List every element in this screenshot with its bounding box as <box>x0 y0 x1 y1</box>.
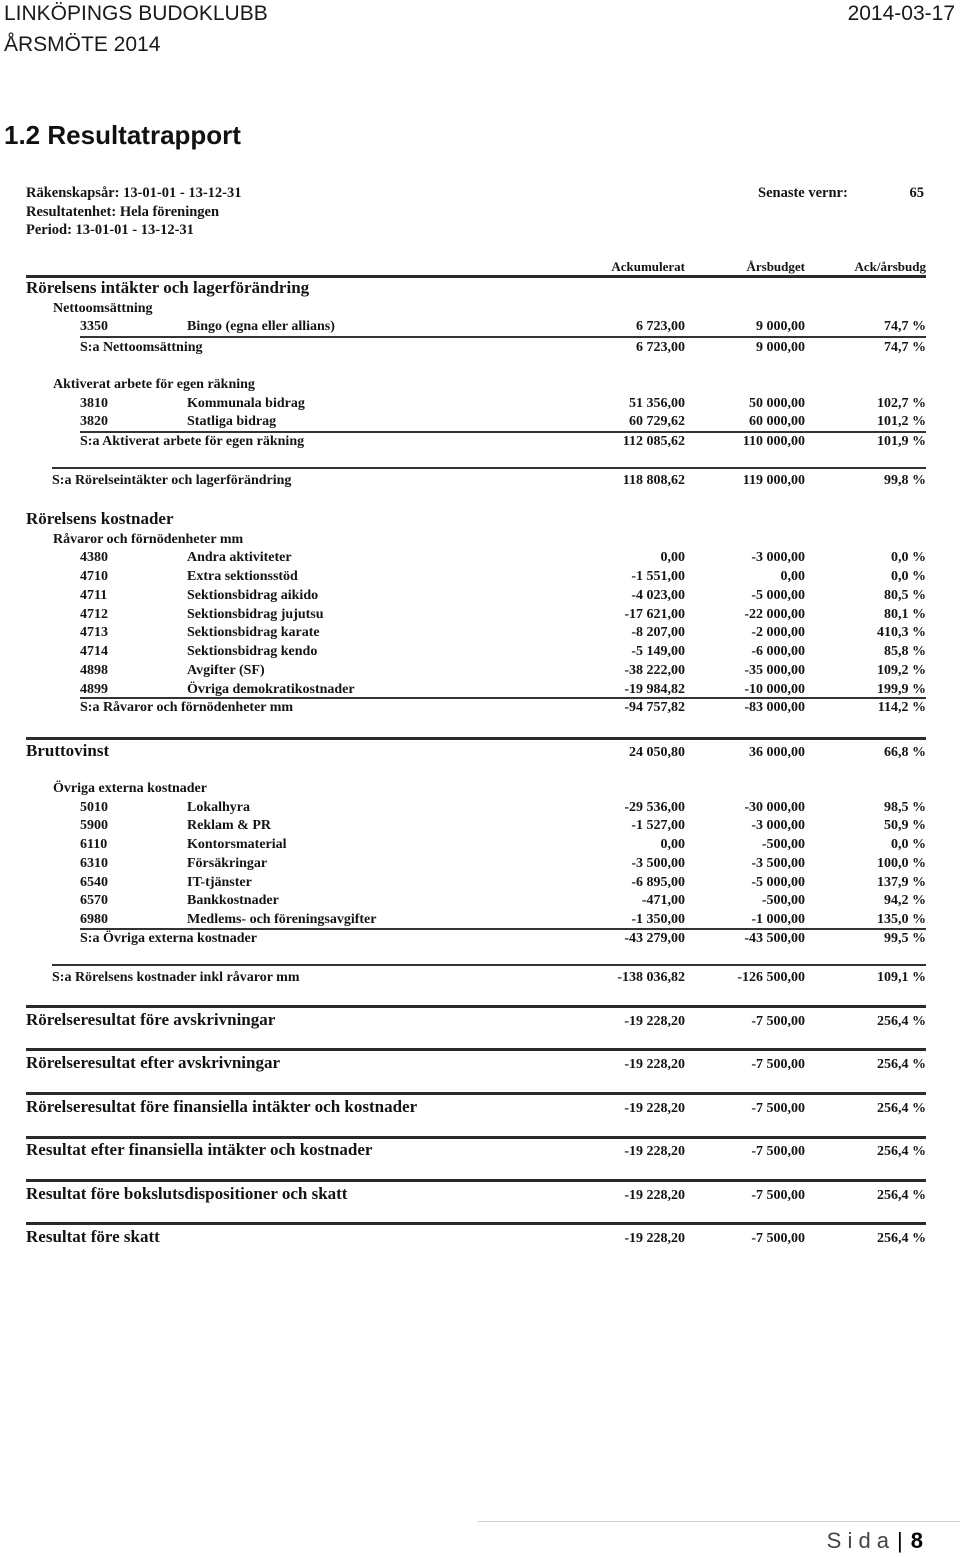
amount-pct: 0,0 % <box>891 569 926 584</box>
amount-pct: 102,7 % <box>877 396 926 411</box>
account-code: 6310 <box>80 856 108 871</box>
sum-pct: 99,5 % <box>884 931 926 946</box>
sum-budget: -83 000,00 <box>744 700 805 715</box>
account-code: 6540 <box>80 875 108 890</box>
account-code: 6110 <box>80 837 108 852</box>
amount-budget: -3 500,00 <box>751 856 805 871</box>
amount-ack: 60 729,62 <box>629 414 685 429</box>
sum-ack: -94 757,82 <box>624 700 685 715</box>
sum-label: S:a Rörelseintäkter och lagerförändring <box>52 473 292 488</box>
account-name: Reklam & PR <box>187 818 271 833</box>
account-code: 4712 <box>80 607 108 622</box>
fiscal-year: Räkenskapsår: 13-01-01 - 13-12-31 <box>26 185 242 201</box>
account-code: 4711 <box>80 588 108 603</box>
amount-ack: -3 500,00 <box>631 856 685 871</box>
amount-budget: -500,00 <box>761 837 805 852</box>
amount-budget: -500,00 <box>761 893 805 908</box>
account-code: 4380 <box>80 550 108 565</box>
result-unit: Resultatenhet: Hela föreningen <box>26 204 220 220</box>
footer-divider <box>478 1521 960 1522</box>
account-code: 4713 <box>80 625 108 640</box>
amount-ack: -1 527,00 <box>631 818 685 833</box>
sum-ack: 112 085,62 <box>622 434 685 449</box>
sum-pct: 256,4 % <box>877 1188 926 1203</box>
sum-ack: 24 050,80 <box>629 745 685 760</box>
sum-divider <box>26 1005 926 1008</box>
sum-divider <box>26 1048 926 1051</box>
amount-ack: -19 984,82 <box>624 682 685 697</box>
sum-label: Rörelseresultat före avskrivningar <box>26 1010 276 1029</box>
sum-label: S:a Rörelsens kostnader inkl råvaror mm <box>52 970 300 985</box>
last-vernr: 65 <box>909 185 924 201</box>
column-header-ack: Ackumulerat <box>611 259 685 274</box>
sum-label: Resultat före skatt <box>26 1227 160 1246</box>
amount-budget: -6 000,00 <box>751 644 805 659</box>
sum-pct: 256,4 % <box>877 1231 926 1246</box>
sum-label: Rörelseresultat efter avskrivningar <box>26 1053 281 1072</box>
account-code: 3350 <box>80 319 108 334</box>
sum-ack: -19 228,20 <box>624 1188 685 1203</box>
sum-budget: 110 000,00 <box>742 434 805 449</box>
sum-label: Resultat före bokslutsdispositioner och skatt <box>26 1184 348 1203</box>
sum-label: Resultat efter finansiella intäkter och kostnader <box>26 1140 373 1159</box>
amount-pct: 80,5 % <box>884 588 926 603</box>
sum-ack: -19 228,20 <box>624 1057 685 1072</box>
page-number: 8 <box>910 1528 923 1553</box>
sum-ack: -19 228,20 <box>624 1144 685 1159</box>
sum-pct: 256,4 % <box>877 1057 926 1072</box>
amount-pct: 109,2 % <box>877 663 926 678</box>
amount-ack: -5 149,00 <box>631 644 685 659</box>
sum-budget: -7 500,00 <box>751 1101 805 1116</box>
sum-budget: 119 000,00 <box>742 473 805 488</box>
account-name: Kontorsmaterial <box>187 837 287 852</box>
amount-budget: -3 000,00 <box>751 818 805 833</box>
sum-divider <box>52 964 926 966</box>
sum-divider <box>26 1092 926 1095</box>
amount-ack: -1 350,00 <box>631 912 685 927</box>
account-name: Extra sektionsstöd <box>187 569 298 584</box>
sum-label: Bruttovinst <box>26 741 110 760</box>
sum-budget: -7 500,00 <box>751 1231 805 1246</box>
amount-pct: 74,7 % <box>884 319 926 334</box>
group-heading: Råvaror och förnödenheter mm <box>53 532 244 547</box>
amount-budget: -3 000,00 <box>751 550 805 565</box>
amount-budget: -2 000,00 <box>751 625 805 640</box>
footer-separator: | <box>897 1528 903 1553</box>
account-code: 4899 <box>80 682 108 697</box>
amount-budget: 0,00 <box>780 569 805 584</box>
sum-divider <box>26 1222 926 1225</box>
amount-budget: -35 000,00 <box>744 663 805 678</box>
meeting-name: ÅRSMÖTE 2014 <box>4 33 161 56</box>
amount-pct: 100,0 % <box>877 856 926 871</box>
account-name: Andra aktiviteter <box>187 550 292 565</box>
amount-ack: -4 023,00 <box>631 588 685 603</box>
amount-budget: -5 000,00 <box>751 875 805 890</box>
amount-pct: 137,9 % <box>877 875 926 890</box>
account-code: 3810 <box>80 396 108 411</box>
account-name: Bingo (egna eller allians) <box>187 319 335 334</box>
account-code: 4710 <box>80 569 108 584</box>
amount-ack: 51 356,00 <box>629 396 685 411</box>
last-vernr-label: Senaste vernr: <box>758 185 848 201</box>
account-name: Bankkostnader <box>187 893 279 908</box>
amount-pct: 94,2 % <box>884 893 926 908</box>
account-name: Medlems- och föreningsavgifter <box>187 912 377 927</box>
account-name: Lokalhyra <box>187 800 251 815</box>
sum-pct: 256,4 % <box>877 1144 926 1159</box>
sum-ack: -19 228,20 <box>624 1101 685 1116</box>
amount-pct: 0,0 % <box>891 550 926 565</box>
page-footer <box>827 1528 923 1554</box>
amount-ack: -6 895,00 <box>631 875 685 890</box>
account-name: Kommunala bidrag <box>187 396 305 411</box>
sum-ack: -19 228,20 <box>624 1014 685 1029</box>
sum-pct: 109,1 % <box>877 970 926 985</box>
amount-pct: 199,9 % <box>877 682 926 697</box>
sum-divider <box>52 467 926 469</box>
sum-ack: 6 723,00 <box>636 340 685 355</box>
sum-budget: -7 500,00 <box>751 1144 805 1159</box>
amount-pct: 410,3 % <box>877 625 926 640</box>
amount-budget: -1 000,00 <box>751 912 805 927</box>
amount-ack: -8 207,00 <box>631 625 685 640</box>
sum-pct: 74,7 % <box>884 340 926 355</box>
column-header-budget: Årsbudget <box>746 259 805 274</box>
amount-pct: 80,1 % <box>884 607 926 622</box>
amount-budget: -5 000,00 <box>751 588 805 603</box>
amount-pct: 50,9 % <box>884 818 926 833</box>
sum-label: S:a Aktiverat arbete för egen räkning <box>80 434 305 449</box>
amount-ack: 0,00 <box>660 550 685 565</box>
group-heading: Aktiverat arbete för egen räkning <box>53 377 255 392</box>
sum-budget: -43 500,00 <box>744 931 805 946</box>
amount-budget: 9 000,00 <box>756 319 805 334</box>
amount-ack: 6 723,00 <box>636 319 685 334</box>
sum-budget: -126 500,00 <box>737 970 805 985</box>
account-code: 4898 <box>80 663 108 678</box>
account-code: 5010 <box>80 800 108 815</box>
account-code: 4714 <box>80 644 108 659</box>
sum-budget: -7 500,00 <box>751 1014 805 1029</box>
page-label: S i d a <box>826 1528 890 1553</box>
sum-pct: 114,2 % <box>877 700 926 715</box>
sum-label: Rörelseresultat före finansiella intäkter och kostnader <box>26 1097 418 1116</box>
sum-budget: 9 000,00 <box>756 340 805 355</box>
sum-divider <box>26 1179 926 1182</box>
amount-ack: -29 536,00 <box>624 800 685 815</box>
amount-budget: 60 000,00 <box>749 414 805 429</box>
account-code: 5900 <box>80 818 108 833</box>
amount-ack: 0,00 <box>660 837 685 852</box>
account-code: 3820 <box>80 414 108 429</box>
sum-divider <box>26 1136 926 1139</box>
account-name: Avgifter (SF) <box>187 663 265 678</box>
amount-pct: 85,8 % <box>884 644 926 659</box>
sum-divider <box>26 737 926 740</box>
sum-pct: 66,8 % <box>884 745 926 760</box>
account-name: IT-tjänster <box>187 875 252 890</box>
sum-pct: 101,9 % <box>877 434 926 449</box>
amount-ack: -38 222,00 <box>624 663 685 678</box>
amount-ack: -1 551,00 <box>631 569 685 584</box>
account-name: Sektionsbidrag kendo <box>187 644 318 659</box>
amount-ack: -17 621,00 <box>624 607 685 622</box>
amount-budget: 50 000,00 <box>749 396 805 411</box>
account-code: 6570 <box>80 893 108 908</box>
sum-ack: -138 036,82 <box>617 970 685 985</box>
amount-pct: 0,0 % <box>891 837 926 852</box>
sum-pct: 256,4 % <box>877 1014 926 1029</box>
account-code: 6980 <box>80 912 108 927</box>
sum-ack: -43 279,00 <box>624 931 685 946</box>
column-header-pct: Ack/årsbudg <box>854 259 926 274</box>
account-name: Sektionsbidrag aikido <box>187 588 319 603</box>
sum-divider <box>80 336 926 338</box>
section-heading: Rörelsens kostnader <box>26 509 174 528</box>
group-heading: Övriga externa kostnader <box>53 781 207 796</box>
club-name: LINKÖPINGS BUDOKLUBB <box>4 2 268 25</box>
amount-ack: -471,00 <box>641 893 685 908</box>
sum-budget: -7 500,00 <box>751 1057 805 1072</box>
section-title: 1.2 Resultatrapport <box>4 120 241 150</box>
sum-ack: 118 808,62 <box>622 473 685 488</box>
sum-budget: -7 500,00 <box>751 1188 805 1203</box>
amount-budget: -22 000,00 <box>744 607 805 622</box>
sum-label: S:a Nettoomsättning <box>80 340 203 355</box>
sum-label: S:a Råvaror och förnödenheter mm <box>80 700 294 715</box>
header-date: 2014-03-17 <box>847 2 955 25</box>
group-heading: Nettoomsättning <box>53 301 153 316</box>
sum-budget: 36 000,00 <box>749 745 805 760</box>
sum-ack: -19 228,20 <box>624 1231 685 1246</box>
report-period: Period: 13-01-01 - 13-12-31 <box>26 222 194 238</box>
account-name: Sektionsbidrag karate <box>187 625 320 640</box>
sum-pct: 256,4 % <box>877 1101 926 1116</box>
account-name: Försäkringar <box>187 856 268 871</box>
account-name: Statliga bidrag <box>187 414 277 429</box>
amount-pct: 101,2 % <box>877 414 926 429</box>
account-name: Sektionsbidrag jujutsu <box>187 607 324 622</box>
amount-pct: 135,0 % <box>877 912 926 927</box>
account-name: Övriga demokratikostnader <box>187 682 355 697</box>
amount-budget: -10 000,00 <box>744 682 805 697</box>
amount-budget: -30 000,00 <box>744 800 805 815</box>
amount-pct: 98,5 % <box>884 800 926 815</box>
sum-label: S:a Övriga externa kostnader <box>80 931 257 946</box>
section-heading: Rörelsens intäkter och lagerförändring <box>26 278 310 297</box>
sum-pct: 99,8 % <box>884 473 926 488</box>
